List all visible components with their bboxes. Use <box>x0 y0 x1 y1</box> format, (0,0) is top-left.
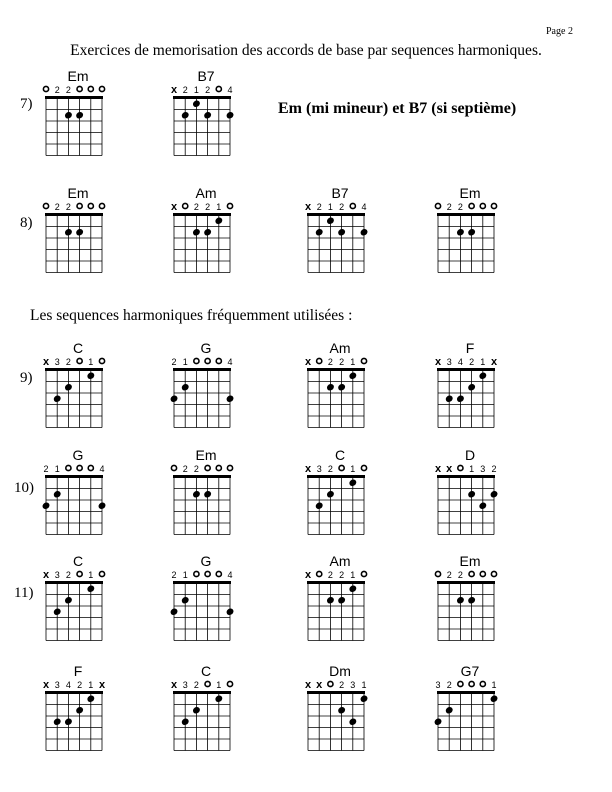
finger-number: 3 <box>54 357 60 367</box>
finger-number: 2 <box>65 570 71 580</box>
open-string-marker <box>216 86 221 91</box>
finger-dot <box>433 717 442 726</box>
finger-dot <box>64 111 73 120</box>
chord-diagram <box>302 569 382 659</box>
finger-dot <box>467 228 476 237</box>
open-string-marker <box>205 465 210 470</box>
chord-name: B7 <box>331 185 349 201</box>
muted-string-marker: x <box>304 356 312 368</box>
nut-bar <box>173 691 231 694</box>
finger-dot <box>86 371 95 380</box>
chord-diagram <box>432 463 512 553</box>
chord-diagram <box>168 84 248 174</box>
open-string-marker <box>88 203 93 208</box>
open-string-marker <box>205 681 210 686</box>
exercise-number: 10) <box>14 480 34 496</box>
finger-number: 2 <box>205 85 211 95</box>
chord-c <box>168 663 248 763</box>
finger-number: 2 <box>446 570 452 580</box>
chord-name: Em <box>459 185 481 201</box>
chord-am <box>302 340 382 440</box>
finger-number: 1 <box>182 357 188 367</box>
open-string-marker <box>88 465 93 470</box>
open-string-marker <box>43 86 48 91</box>
nut-bar <box>307 213 365 216</box>
finger-number: 2 <box>65 85 71 95</box>
chord-diagram <box>168 201 248 291</box>
finger-dot <box>348 584 357 593</box>
chord-name: Dm <box>329 663 351 679</box>
chord-name: F <box>73 663 83 679</box>
finger-number: 2 <box>65 202 71 212</box>
section-title: Les sequences harmoniques fréquemment utilisées : <box>30 307 353 324</box>
finger-number: 2 <box>316 202 322 212</box>
finger-number: 4 <box>361 202 367 212</box>
finger-dot <box>52 394 61 403</box>
finger-dot <box>75 228 84 237</box>
open-string-marker <box>194 571 199 576</box>
finger-dot <box>225 607 234 616</box>
chord-name: Em <box>67 185 89 201</box>
finger-number: 4 <box>99 464 105 474</box>
finger-dot <box>348 478 357 487</box>
nut-bar <box>437 691 495 694</box>
chord-em <box>432 553 512 653</box>
finger-number: 4 <box>227 357 233 367</box>
chord-dm <box>302 663 382 763</box>
finger-dot <box>75 111 84 120</box>
finger-number: 2 <box>327 464 333 474</box>
finger-number: 2 <box>54 85 60 95</box>
open-string-marker <box>361 571 366 576</box>
finger-number: 2 <box>446 680 452 690</box>
exercise-number: 8) <box>20 215 33 231</box>
open-string-marker <box>183 203 188 208</box>
finger-number: 2 <box>339 680 345 690</box>
chord-diagram <box>168 569 248 659</box>
muted-string-marker: x <box>316 679 323 691</box>
finger-dot <box>444 394 453 403</box>
finger-dot <box>97 501 106 510</box>
finger-dot <box>41 501 50 510</box>
open-string-marker <box>99 86 104 91</box>
finger-number: 4 <box>457 357 463 367</box>
finger-dot <box>326 383 335 392</box>
chord-diagram <box>302 201 382 291</box>
open-string-marker <box>469 571 474 576</box>
chord-name: D <box>464 447 476 463</box>
finger-number: 2 <box>193 202 199 212</box>
chord-em <box>432 185 512 285</box>
finger-number: 1 <box>361 680 367 690</box>
finger-dot <box>214 694 223 703</box>
nut-bar <box>437 475 495 478</box>
finger-number: 2 <box>491 464 497 474</box>
chord-diagram <box>168 463 248 553</box>
finger-dot <box>180 111 189 120</box>
open-string-marker <box>480 203 485 208</box>
chord-name: Am <box>329 553 351 569</box>
open-string-marker <box>77 86 82 91</box>
finger-dot <box>214 216 223 225</box>
finger-number: 1 <box>88 357 94 367</box>
muted-string-marker: x <box>42 679 50 691</box>
chord-name: Em <box>195 447 217 463</box>
chord-diagram <box>40 356 120 446</box>
finger-dot <box>489 694 498 703</box>
chord-diagram <box>168 679 248 769</box>
nut-bar <box>173 581 231 584</box>
chord-name: Am <box>329 340 351 356</box>
finger-dot <box>467 383 476 392</box>
open-string-marker <box>216 571 221 576</box>
chord-diagram <box>40 679 120 769</box>
chord-name: F <box>465 340 475 356</box>
em-b7-caption: Em (mi mineur) et B7 (si septième) <box>278 100 517 117</box>
chord-diagram <box>302 679 382 769</box>
chord-diagram <box>432 679 512 769</box>
chord-name: C <box>200 663 212 679</box>
finger-number: 1 <box>88 570 94 580</box>
finger-number: 1 <box>193 85 199 95</box>
nut-bar <box>437 581 495 584</box>
nut-bar <box>437 368 495 371</box>
finger-number: 2 <box>457 202 463 212</box>
finger-number: 2 <box>171 357 177 367</box>
open-string-marker <box>469 203 474 208</box>
finger-number: 4 <box>65 680 71 690</box>
open-string-marker <box>491 203 496 208</box>
finger-dot <box>192 706 201 715</box>
chord-diagram <box>432 356 512 446</box>
open-string-marker <box>77 465 82 470</box>
finger-number: 3 <box>54 570 60 580</box>
finger-dot <box>467 490 476 499</box>
finger-number: 3 <box>54 680 60 690</box>
finger-number: 2 <box>327 357 333 367</box>
open-string-marker <box>361 358 366 363</box>
finger-dot <box>225 111 234 120</box>
nut-bar <box>307 581 365 584</box>
chord-name: Am <box>195 185 217 201</box>
open-string-marker <box>216 465 221 470</box>
muted-string-marker: x <box>434 356 442 368</box>
open-string-marker <box>328 681 333 686</box>
chord-diagram <box>432 569 512 659</box>
open-string-marker <box>227 203 232 208</box>
finger-dot <box>180 383 189 392</box>
finger-dot <box>192 99 201 108</box>
open-string-marker <box>77 358 82 363</box>
chord-name: Em <box>67 68 89 84</box>
chord-name: Em <box>459 553 481 569</box>
finger-number: 1 <box>491 680 497 690</box>
open-string-marker <box>205 358 210 363</box>
finger-dot <box>64 383 73 392</box>
open-string-marker <box>491 571 496 576</box>
nut-bar <box>173 213 231 216</box>
open-string-marker <box>458 465 463 470</box>
chord-name: C <box>72 553 84 569</box>
chord-diagram <box>432 201 512 291</box>
chord-g7 <box>432 663 512 763</box>
exercise-number: 9) <box>20 370 33 386</box>
open-string-marker <box>227 681 232 686</box>
finger-dot <box>337 706 346 715</box>
chord-c <box>40 340 120 440</box>
finger-dot <box>348 371 357 380</box>
finger-number: 3 <box>446 357 452 367</box>
finger-dot <box>456 596 465 605</box>
finger-dot <box>52 717 61 726</box>
finger-number: 1 <box>350 570 356 580</box>
finger-number: 4 <box>227 85 233 95</box>
open-string-marker <box>317 571 322 576</box>
open-string-marker <box>227 465 232 470</box>
open-string-marker <box>99 571 104 576</box>
chord-c <box>302 447 382 547</box>
nut-bar <box>45 96 103 99</box>
finger-dot <box>225 394 234 403</box>
chord-d <box>432 447 512 547</box>
open-string-marker <box>339 465 344 470</box>
open-string-marker <box>458 681 463 686</box>
open-string-marker <box>99 358 104 363</box>
finger-dot <box>359 694 368 703</box>
muted-string-marker: x <box>42 569 50 581</box>
finger-number: 2 <box>339 570 345 580</box>
open-string-marker <box>361 465 366 470</box>
finger-dot <box>314 501 323 510</box>
finger-dot <box>337 228 346 237</box>
finger-number: 1 <box>480 357 486 367</box>
muted-string-marker: x <box>304 569 312 581</box>
finger-number: 1 <box>469 464 475 474</box>
open-string-marker <box>43 203 48 208</box>
finger-dot <box>203 228 212 237</box>
finger-dot <box>86 694 95 703</box>
chord-name: B7 <box>197 68 215 84</box>
nut-bar <box>45 581 103 584</box>
finger-dot <box>314 228 323 237</box>
open-string-marker <box>469 681 474 686</box>
muted-string-marker: x <box>98 679 106 691</box>
finger-dot <box>180 596 189 605</box>
finger-number: 1 <box>327 202 333 212</box>
finger-dot <box>169 607 178 616</box>
finger-dot <box>169 394 178 403</box>
chord-diagram <box>40 201 120 291</box>
chord-name: G <box>200 340 212 356</box>
finger-dot <box>64 717 73 726</box>
muted-string-marker: x <box>170 679 178 691</box>
open-string-marker <box>480 571 485 576</box>
nut-bar <box>45 213 103 216</box>
chord-diagram <box>168 356 248 446</box>
nut-bar <box>45 691 103 694</box>
finger-number: 2 <box>469 357 475 367</box>
open-string-marker <box>480 681 485 686</box>
finger-number: 1 <box>216 680 222 690</box>
muted-string-marker: x <box>304 679 312 691</box>
open-string-marker <box>88 86 93 91</box>
chord-c <box>40 553 120 653</box>
finger-dot <box>52 607 61 616</box>
chord-name: G <box>200 553 212 569</box>
finger-number: 1 <box>350 464 356 474</box>
finger-number: 2 <box>327 570 333 580</box>
finger-number: 2 <box>193 464 199 474</box>
page-header: Exercices de memorisation des accords de base par sequences harmoniques. <box>70 42 542 59</box>
chord-diagram <box>302 356 382 446</box>
chord-g <box>168 340 248 440</box>
finger-dot <box>337 596 346 605</box>
chord-am <box>168 185 248 285</box>
finger-number: 1 <box>216 202 222 212</box>
finger-dot <box>192 490 201 499</box>
finger-number: 3 <box>480 464 486 474</box>
open-string-marker <box>77 571 82 576</box>
nut-bar <box>307 368 365 371</box>
finger-number: 2 <box>54 202 60 212</box>
chord-f <box>432 340 512 440</box>
open-string-marker <box>317 358 322 363</box>
muted-string-marker: x <box>170 201 178 213</box>
chord-f <box>40 663 120 763</box>
chord-name: C <box>72 340 84 356</box>
finger-dot <box>86 584 95 593</box>
open-string-marker <box>171 465 176 470</box>
finger-number: 2 <box>182 464 188 474</box>
nut-bar <box>437 213 495 216</box>
page-number: Page 2 <box>546 26 573 37</box>
open-string-marker <box>216 358 221 363</box>
chord-diagram <box>40 84 120 174</box>
chord-g <box>168 553 248 653</box>
open-string-marker <box>350 203 355 208</box>
open-string-marker <box>99 203 104 208</box>
finger-number: 2 <box>43 464 49 474</box>
finger-number: 1 <box>350 357 356 367</box>
chord-b7 <box>168 68 248 168</box>
finger-dot <box>456 228 465 237</box>
finger-number: 2 <box>457 570 463 580</box>
finger-dot <box>64 596 73 605</box>
finger-dot <box>64 228 73 237</box>
chord-diagram <box>40 569 120 659</box>
finger-dot <box>203 490 212 499</box>
finger-dot <box>75 706 84 715</box>
finger-number: 1 <box>88 680 94 690</box>
chord-g <box>40 447 120 547</box>
finger-dot <box>478 501 487 510</box>
muted-string-marker: x <box>490 356 498 368</box>
chord-diagram <box>40 463 120 553</box>
chord-em <box>40 68 120 168</box>
chord-name: G7 <box>460 663 480 679</box>
finger-number: 3 <box>182 680 188 690</box>
exercise-number: 7) <box>20 96 33 112</box>
finger-dot <box>348 717 357 726</box>
nut-bar <box>173 475 231 478</box>
finger-number: 4 <box>227 570 233 580</box>
finger-dot <box>326 490 335 499</box>
finger-number: 3 <box>350 680 356 690</box>
finger-dot <box>52 490 61 499</box>
nut-bar <box>173 368 231 371</box>
finger-number: 3 <box>316 464 322 474</box>
chord-name: G <box>72 447 84 463</box>
finger-number: 3 <box>435 680 441 690</box>
finger-dot <box>478 371 487 380</box>
finger-number: 2 <box>182 85 188 95</box>
finger-dot <box>326 596 335 605</box>
nut-bar <box>307 691 365 694</box>
chord-name: C <box>334 447 346 463</box>
chord-diagram <box>302 463 382 553</box>
finger-dot <box>467 596 476 605</box>
finger-number: 2 <box>205 202 211 212</box>
nut-bar <box>45 475 103 478</box>
muted-string-marker: x <box>434 463 442 475</box>
finger-dot <box>203 111 212 120</box>
finger-dot <box>180 717 189 726</box>
muted-string-marker: x <box>304 463 312 475</box>
finger-number: 2 <box>339 202 345 212</box>
finger-dot <box>359 228 368 237</box>
open-string-marker <box>66 465 71 470</box>
nut-bar <box>45 368 103 371</box>
finger-dot <box>456 394 465 403</box>
chord-em <box>168 447 248 547</box>
finger-dot <box>337 383 346 392</box>
exercise-number: 11) <box>14 585 34 601</box>
finger-number: 1 <box>182 570 188 580</box>
open-string-marker <box>205 571 210 576</box>
chord-b7 <box>302 185 382 285</box>
nut-bar <box>173 96 231 99</box>
open-string-marker <box>194 358 199 363</box>
finger-dot <box>192 228 201 237</box>
muted-string-marker: x <box>42 356 50 368</box>
finger-dot <box>489 490 498 499</box>
finger-number: 1 <box>54 464 60 474</box>
nut-bar <box>307 475 365 478</box>
finger-dot <box>444 706 453 715</box>
finger-dot <box>326 216 335 225</box>
finger-number: 2 <box>171 570 177 580</box>
finger-number: 2 <box>77 680 83 690</box>
open-string-marker <box>435 571 440 576</box>
finger-number: 2 <box>65 357 71 367</box>
finger-number: 2 <box>193 680 199 690</box>
muted-string-marker: x <box>304 201 312 213</box>
open-string-marker <box>435 203 440 208</box>
muted-string-marker: x <box>170 84 178 96</box>
open-string-marker <box>77 203 82 208</box>
finger-number: 2 <box>446 202 452 212</box>
chord-am <box>302 553 382 653</box>
muted-string-marker: x <box>446 463 453 475</box>
chord-em <box>40 185 120 285</box>
finger-number: 2 <box>339 357 345 367</box>
